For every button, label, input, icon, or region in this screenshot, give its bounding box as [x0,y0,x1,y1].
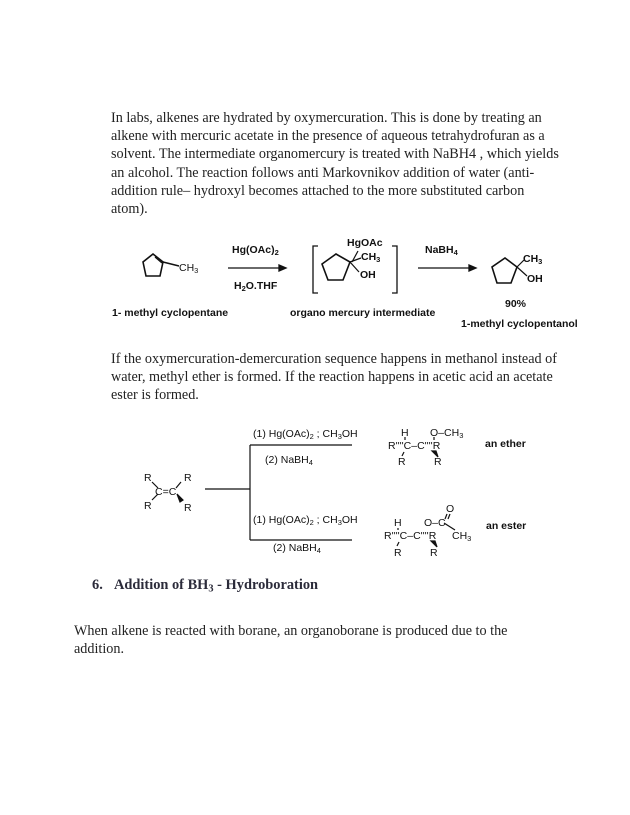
alkene-core: C=C [155,486,177,498]
ester-oc: O–C [424,517,446,529]
ester-backbone: R''''C–C''''R [384,530,437,542]
ester-carbonyl-o: O [446,503,455,515]
ether-r-bottom-left: R [398,456,406,468]
lower-step2: (2) NaBH$_4$ [273,542,321,555]
alkene-r-bottom-left: R [144,500,152,512]
product-yield: 90% [505,298,527,310]
reactant-label: 1- methyl cyclopentane [112,307,229,319]
intermediate-label: organo mercury intermediate [290,307,436,319]
paragraph-oxymercuration: In labs, alkenes are hydrated by oxymercuration. This is done by treating an alkene with mercuric acetate in the presence of aqueous tetrahydrofuran as a solvent. The intermediate organomercury is treated with NaBH4 , which yields an alcohol. The reaction follows anti Markovnikov addition of water (anti-addition rule– hydroxyl becomes attached to the more substituted carbon atom). [111,110,559,218]
intermediate-ch3: $CH_3$ [361,251,381,264]
product-ch3: $CH_3$ [523,253,543,266]
ester-ch3: $CH_3$ [452,530,472,543]
section-heading-hydroboration: 6. Addition of $BH_3$ - Hydroboration [92,577,319,595]
ether-label: an ether [485,438,526,450]
reactant-ch3: $CH_3$ [179,262,199,275]
ester-r-bottom-right: R [430,547,438,559]
intermediate-oh: OH [360,269,376,281]
ether-h: H [401,427,409,439]
upper-step2: (2) NaBH$_4$ [265,454,313,467]
reagent-hgoac: $Hg(OAc)_2$ [232,244,279,257]
paragraph-borane: When alkene is reacted with borane, an organoborane is produced due to the addition. [74,623,508,658]
ether-och3: $O-CH_3$ [430,427,464,440]
section-number: 6. [92,577,103,593]
product-oh: OH [527,273,543,285]
ester-label: an ester [486,520,527,532]
reagent-nabh4: NaBH$_4$ [425,244,458,257]
reagent-h2o-thf: $H_2O.THF$ [234,280,278,293]
upper-step1: (1) $Hg(OAc)_2$ ; $CH_3OH$ [253,428,358,441]
intermediate-hgoac: HgOAc [347,237,383,249]
alkene-r-top-left: R [144,472,152,484]
ester-h: H [394,517,402,529]
paragraph-methanol-acetic: If the oxymercuration-demercuration sequence happens in methanol instead of water, methyl ether is formed. If the reaction happens in acetic acid an acetate ester is formed. [111,351,557,404]
product-label: 1-methyl cyclopentanol [461,318,578,330]
alkene-r-top-right: R [184,472,192,484]
lower-step1: (1) $Hg(OAc)_2$ ; $CH_3OH$ [253,514,358,527]
ester-r-bottom-left: R [394,547,402,559]
alkene-r-bottom-right: R [184,502,192,514]
ether-r-bottom-right: R [434,456,442,468]
ether-backbone: R''''C–C''''R [388,440,441,452]
